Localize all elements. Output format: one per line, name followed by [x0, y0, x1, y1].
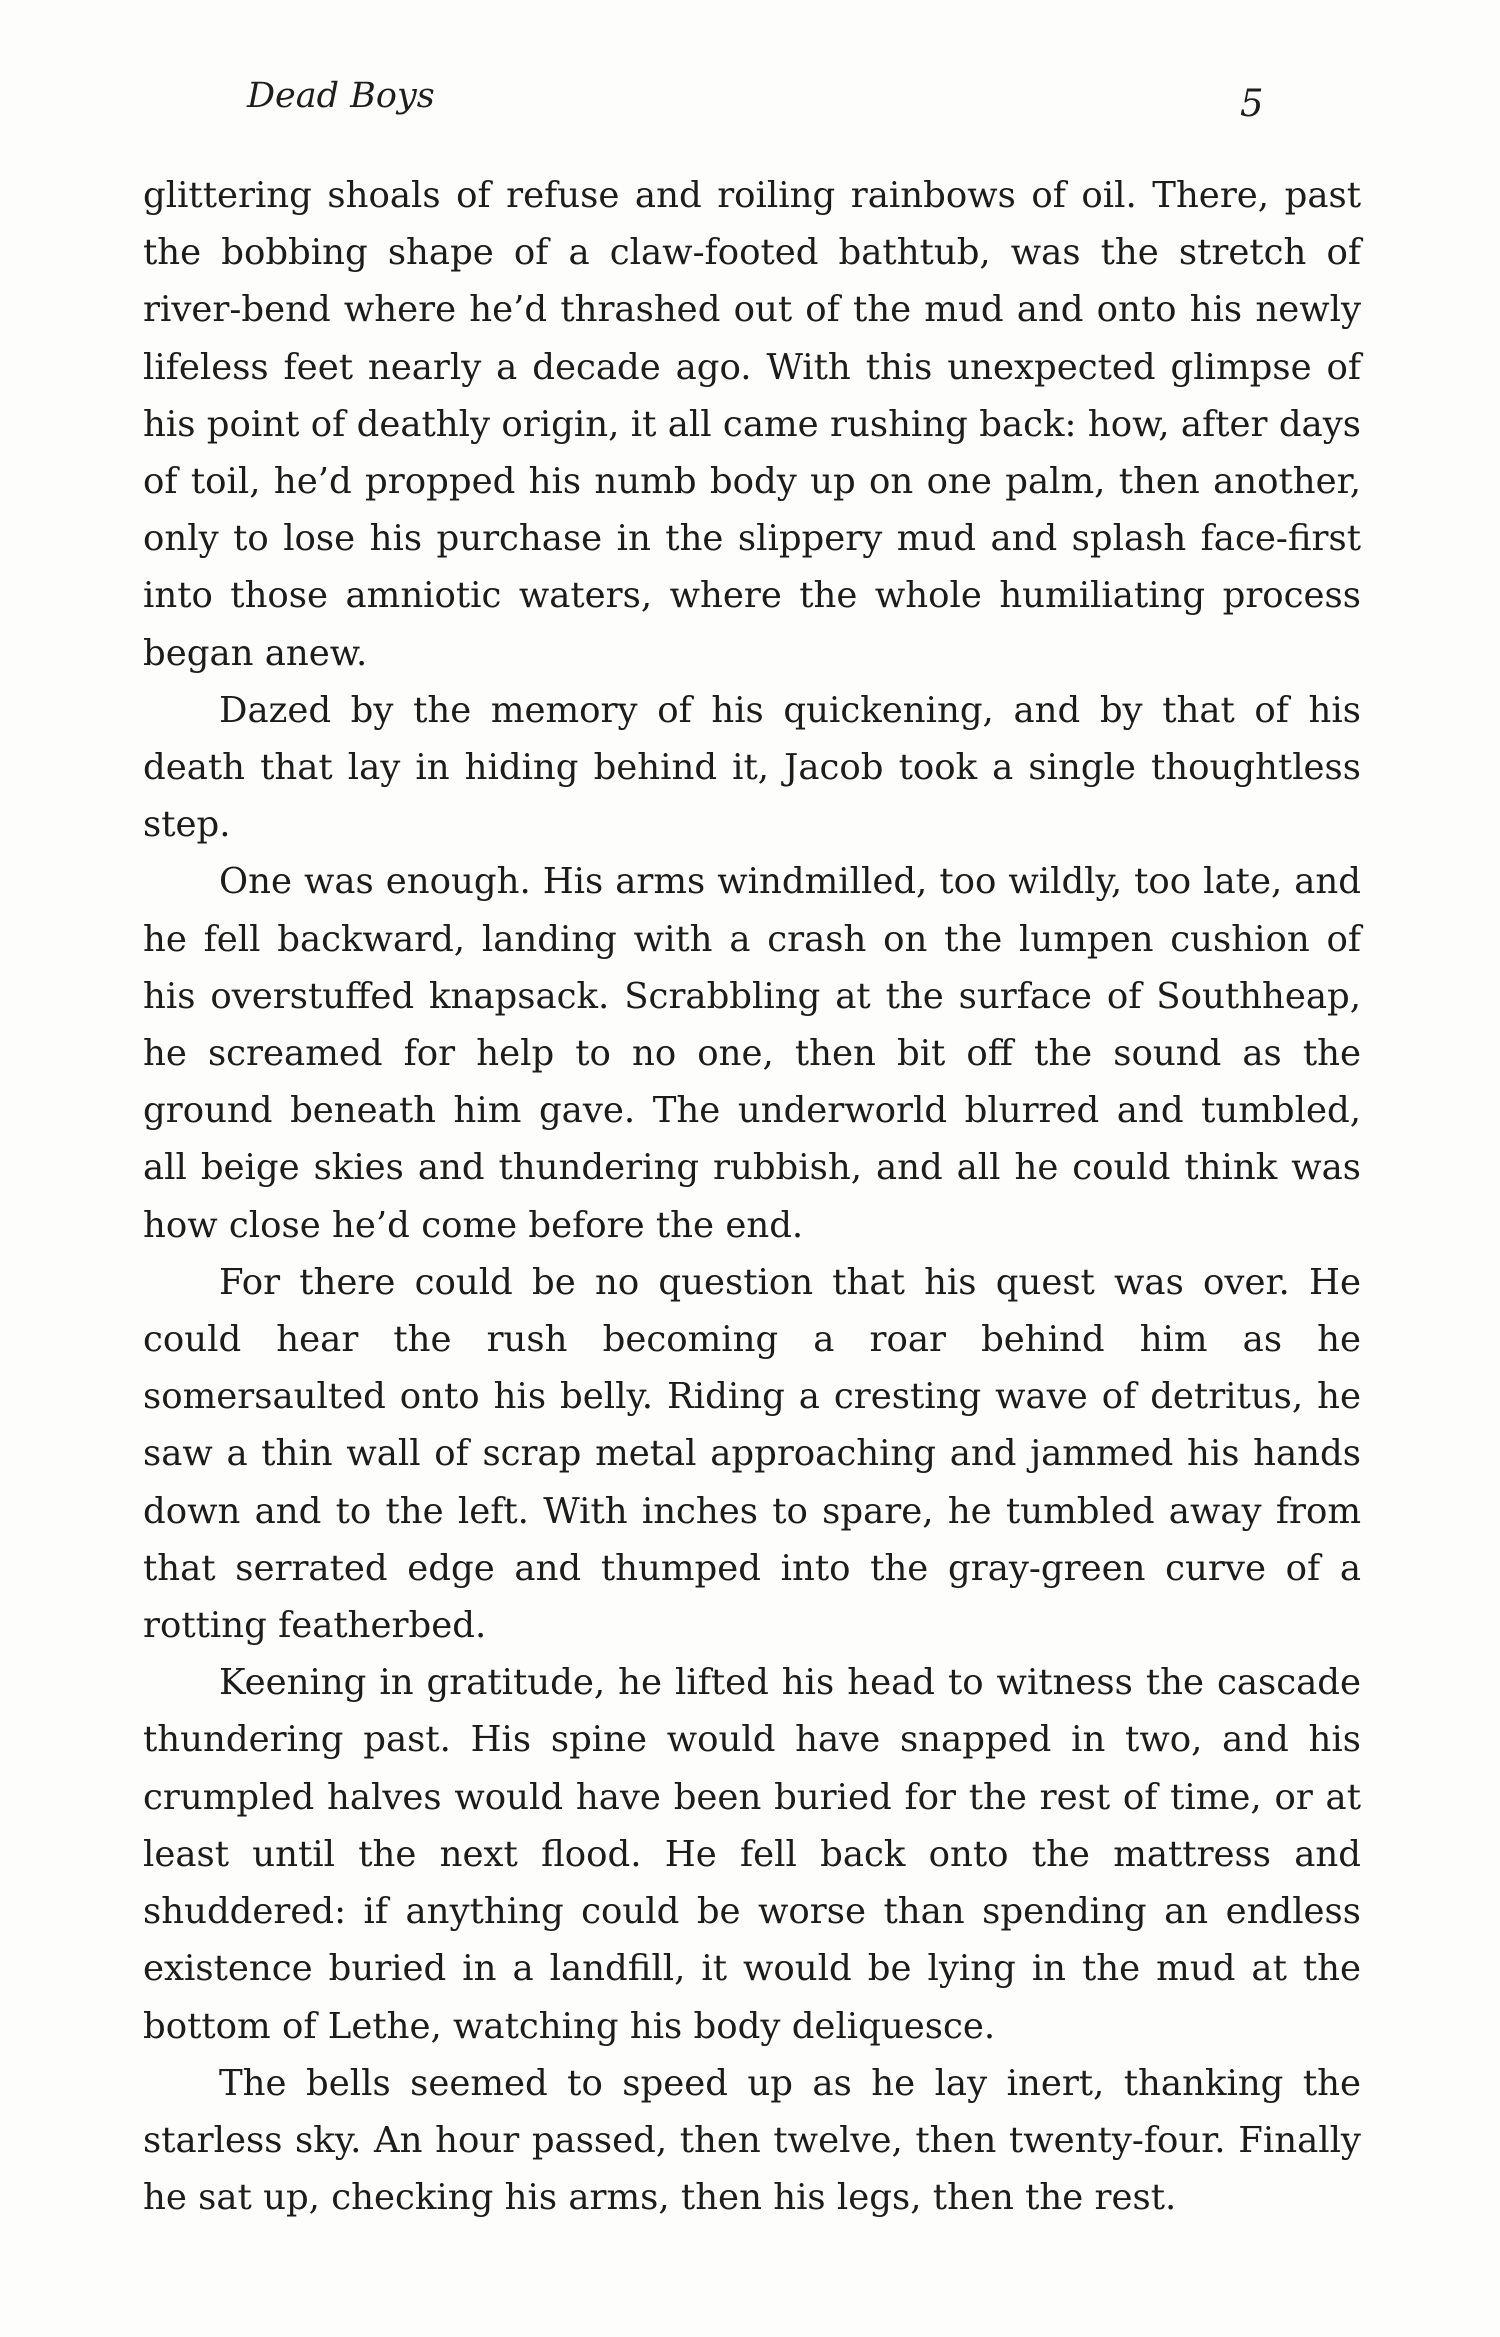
body-text [143, 167, 1361, 2226]
paragraph-4: For there could be no question that his quest was over. He could hear the rush becoming a roar behind him as he somersaulted onto his belly. Riding a cresting wave of detritus, he saw a thin wall of scrap metal approaching and jammed his hands down and to the left. With inches to spare, he tumbled away from that serrated edge and thumped into the gray-green curve of a rotting featherbed. [143, 1261, 1361, 1647]
page-number: 5 [1240, 82, 1264, 125]
paragraph-5: Keening in gratitude, he lifted his head to witness the cascade thundering past. His spine would have snapped in two, and his crumpled halves would have been buried for the rest of time, or at least until the next flood. He fell back onto the mattress and shuddered: if anything could be worse than spending an endless existence buried in a landfill, it would be lying in the mud at the bottom of Lethe, watching his body deliquesce. [143, 1662, 1361, 2047]
running-title: Dead Boys [247, 76, 435, 116]
paragraph-3: One was enough. His arms windmilled, too wildly, too late, and he fell backward, landing with a crash on the lumpen cushion of his overstuffed knapsack. Scrabbling at the surface of Southheap, he screamed for help to no one, then bit off the sound as the ground beneath him gave. The underworld blurred and tumbled, all beige skies and thundering rubbish, and all he could think was how close he’d come before the end. [143, 861, 1361, 1246]
paragraph-6: The bells seemed to speed up as he lay inert, thanking the starless sky. An hour passed, then twelve, then twenty-four. Finally he sat up, checking his arms, then his legs, then the rest. [143, 2062, 1361, 2219]
paragraph-2: Dazed by the memory of his quickening, and by that of his death that lay in hiding behind it, Jacob took a single thoughtless step. [143, 689, 1361, 846]
paragraph-1: glittering shoals of refuse and roiling rainbows of oil. There, past the bobbing shape of a claw-footed bathtub, was the stretch of river-bend where he’d thrashed out of the mud and onto his newly lifeless feet nearly a decade ago. With this unexpected glimpse of his point of deathly origin, it all came rushing back: how, after days of toil, he’d propped his numb body up on one palm, then another, only to lose his purchase in the slippery mud and splash face-first into those amniotic waters, where the whole humiliating process began anew. [143, 175, 1361, 674]
